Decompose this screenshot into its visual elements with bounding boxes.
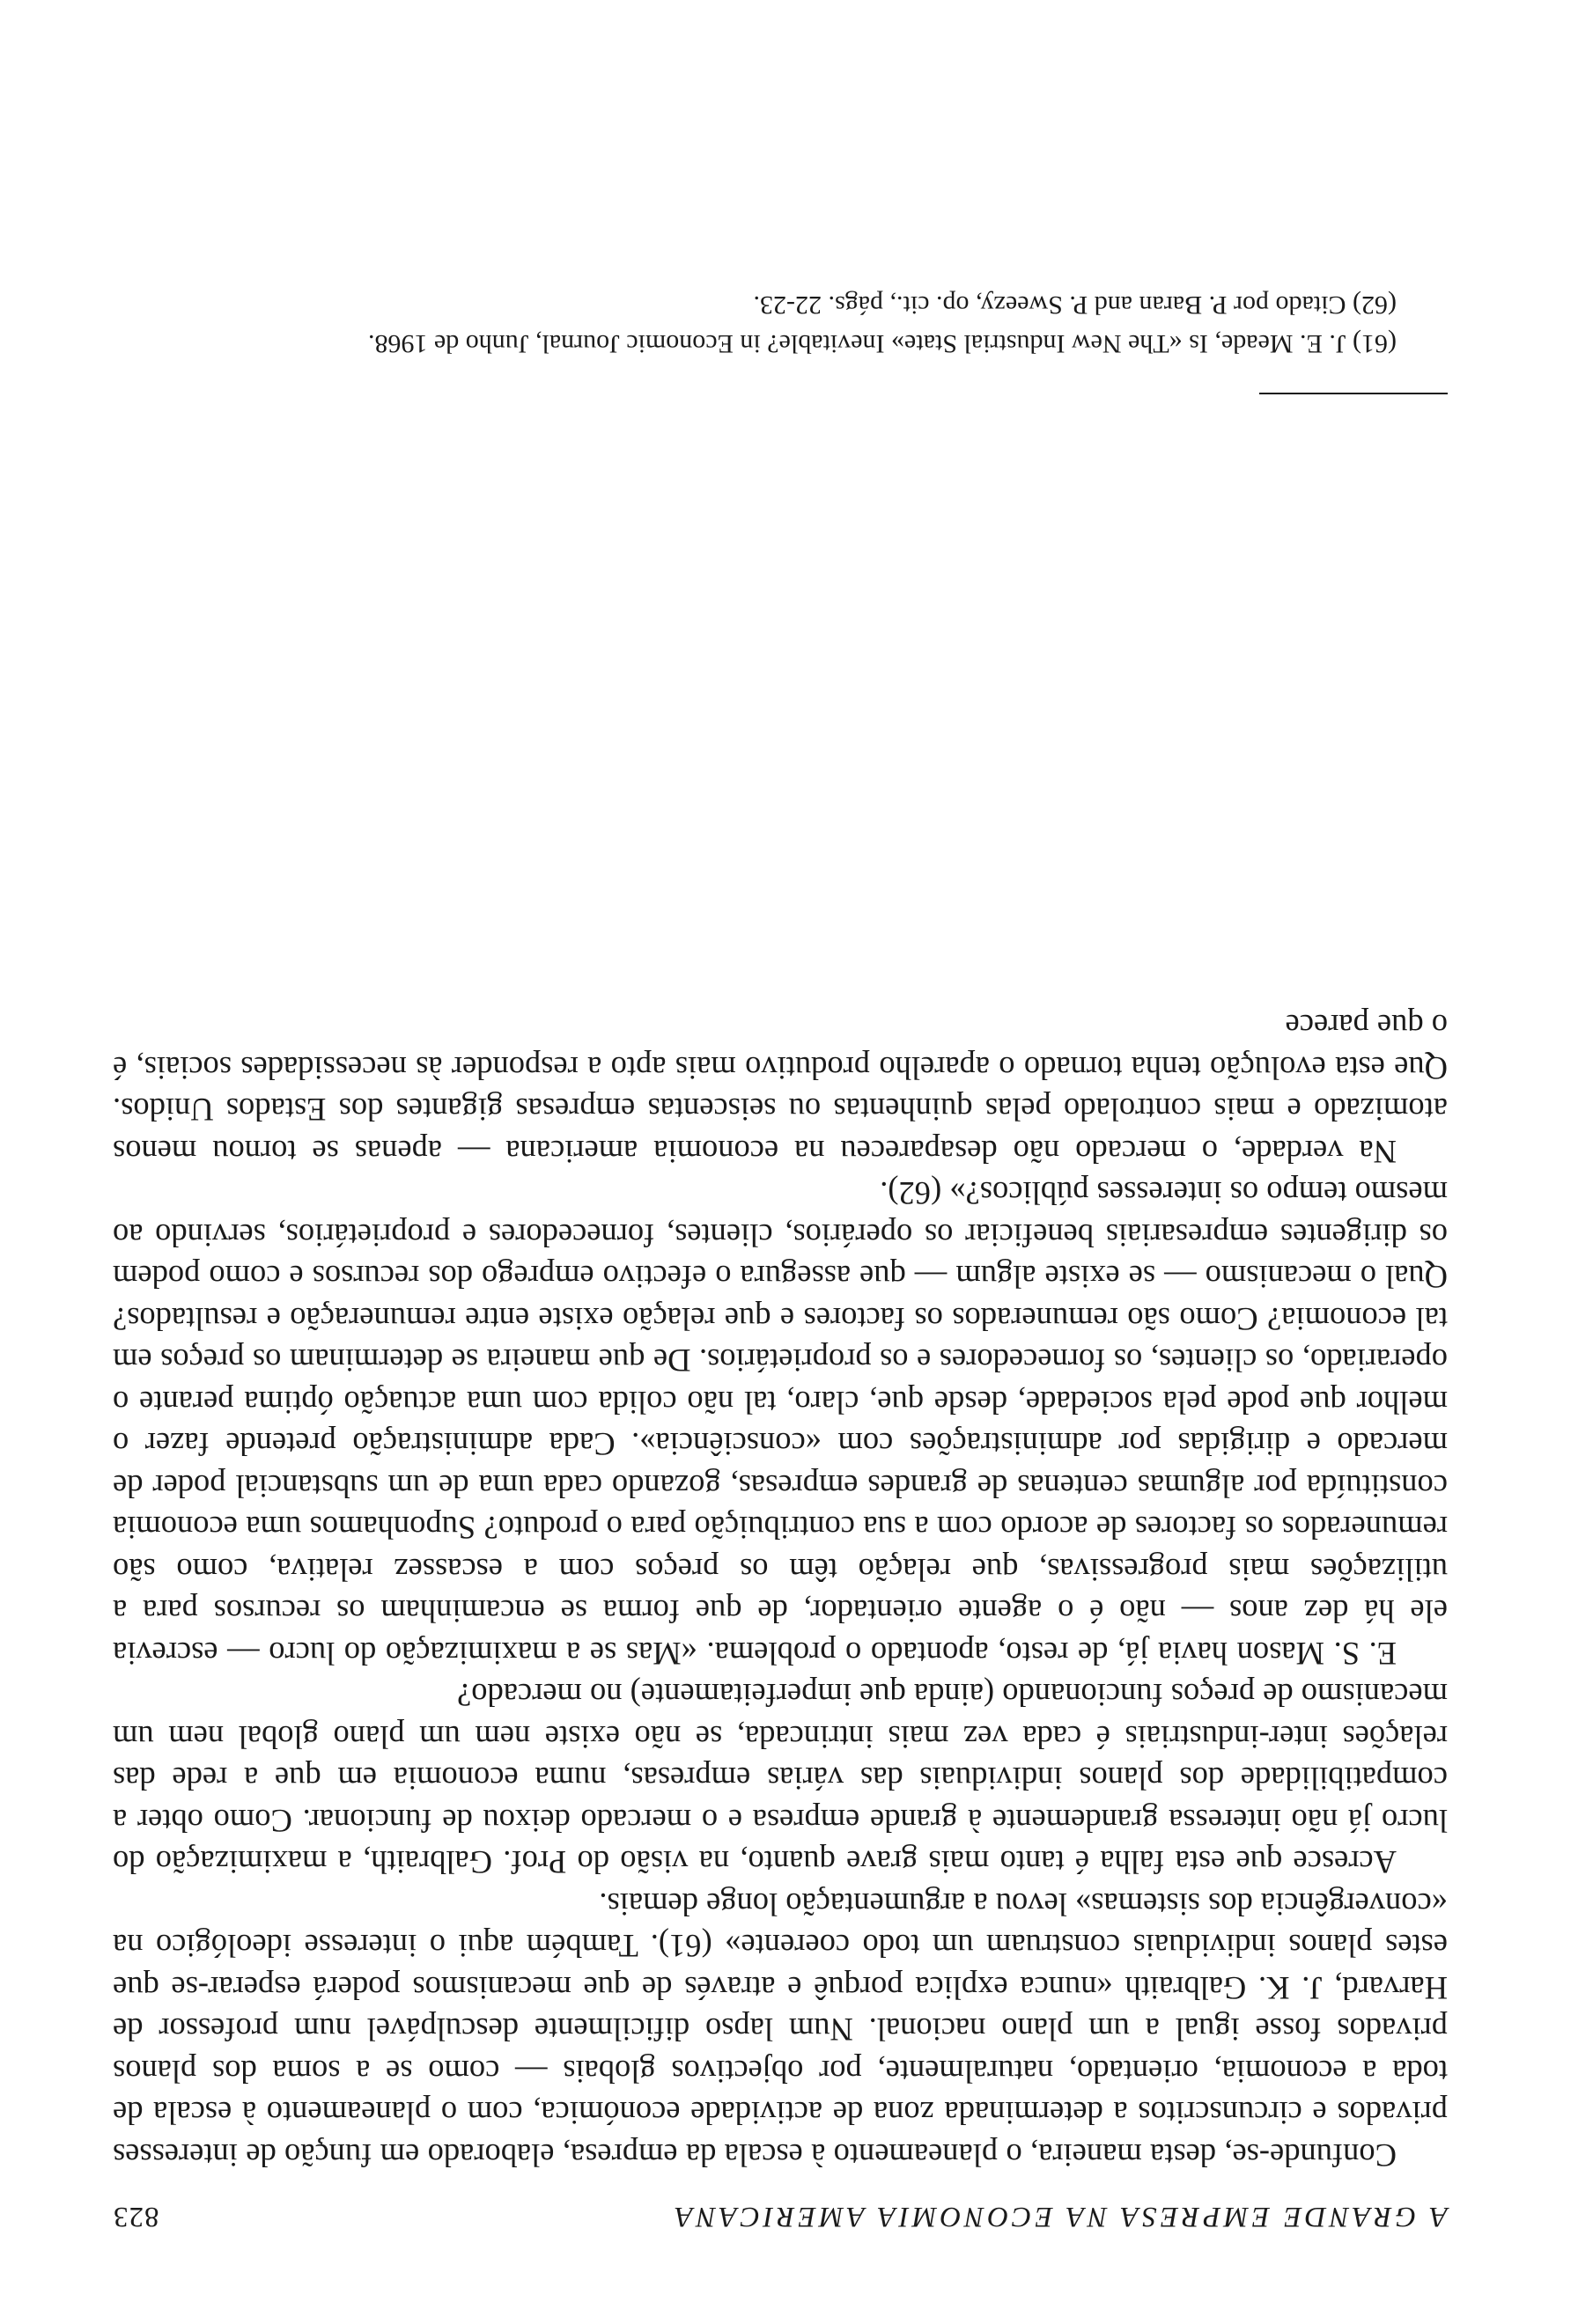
running-title: A GRANDE EMPRESA NA ECONOMIA AMERICANA — [671, 2201, 1448, 2232]
page-number: 823 — [113, 2201, 159, 2232]
body-text — [113, 1005, 1448, 2176]
paragraph: Confunde-se, desta maneira, o planeamento à escala da empresa, elaborado em função de interesses privados e circunscritos a determinada zona de actividade económica, com o planeamento à escala de toda a economia, orientado, naturalmente, por objectivos globais — como se a soma dos planos privados fosse igual a um plano nacional. Num lapso dificilmente desculpável num professor de Harvard, J. K. Galbraith «nunca explica porquê e através de que mecanismos poderá esperar-se que estes planos individuais construam um todo coerente» (61). Também aqui o interesse ideológico na «convergência dos sistemas» levou a argumentação longe demais. — [113, 1886, 1448, 2173]
footnotes — [113, 285, 1448, 363]
footnote: (61) J. E. Meade, Is «The New Industrial State» Inevitable? in Economic Journal, Junho de 1968. — [367, 329, 1397, 358]
footnote: (62) Citado por P. Baran and P. Sweezy, op. cit., págs. 22-23. — [753, 290, 1397, 320]
paragraph: Acresce que esta falha é tanto mais grave quanto, na visão do Prof. Galbraith, a maximização do lucro já não interessa grandemente à grande empresa e o mercado deixou de funcionar. Como obter a compatibilidade dos planos individuais das várias empresas, numa economia em que a rede das relações inter-industriais é cada vez mais intrincada, se não existe nem um plano global nem um mecanismo de preços funcionando (ainda que imperfeitamente) no mercado? — [113, 1677, 1448, 1881]
footnote-divider — [1259, 393, 1448, 394]
paragraph: Na verdade, o mercado não desapareceu na economia americana — apenas se tornou menos atomizado e mais controlado pelas quinhentas ou seiscentas empresas gigantes dos Estados Unidos. Que esta evolução tenha tornado o aparelho produtivo mais apto a responder às necessidades sociais, é o que parece — [113, 1008, 1448, 1170]
paragraph: E. S. Mason havia já, de resto, apontado o problema. «Mas se a maximização do lucro — escrevia ele há dez anos — não é o agente orientador, de que forma se encaminham os recursos para a utilizações mais progressivas, que relação têm os preços com a escassez relativa, como são remunerados os factores de acordo com a sua contribuição para o produto? Suponhamos uma economia constituída por algumas centenas de grandes empresas, gozando cada uma de um substancial poder de mercado e dirigidas por administrações com «consciência». Cada administração pretende fazer o melhor que pode pela sociedade, desde que, claro, tal não colida com uma actuação óptima perante o operariado, os clientes, os fornecedores e os proprietários. De que maneira se determinam os preços em tal economia? Como são remunerados os factores e que relação existe entre remuneração e resultados? Qual o mecanismo — se existe algum — que assegura o efectivo emprego dos recursos e como podem os dirigentes empresariais beneficiar os operários, clientes, fornecedores e proprietários, servindo ao mesmo tempo os interesses públicos?» (62). — [113, 1175, 1448, 1672]
